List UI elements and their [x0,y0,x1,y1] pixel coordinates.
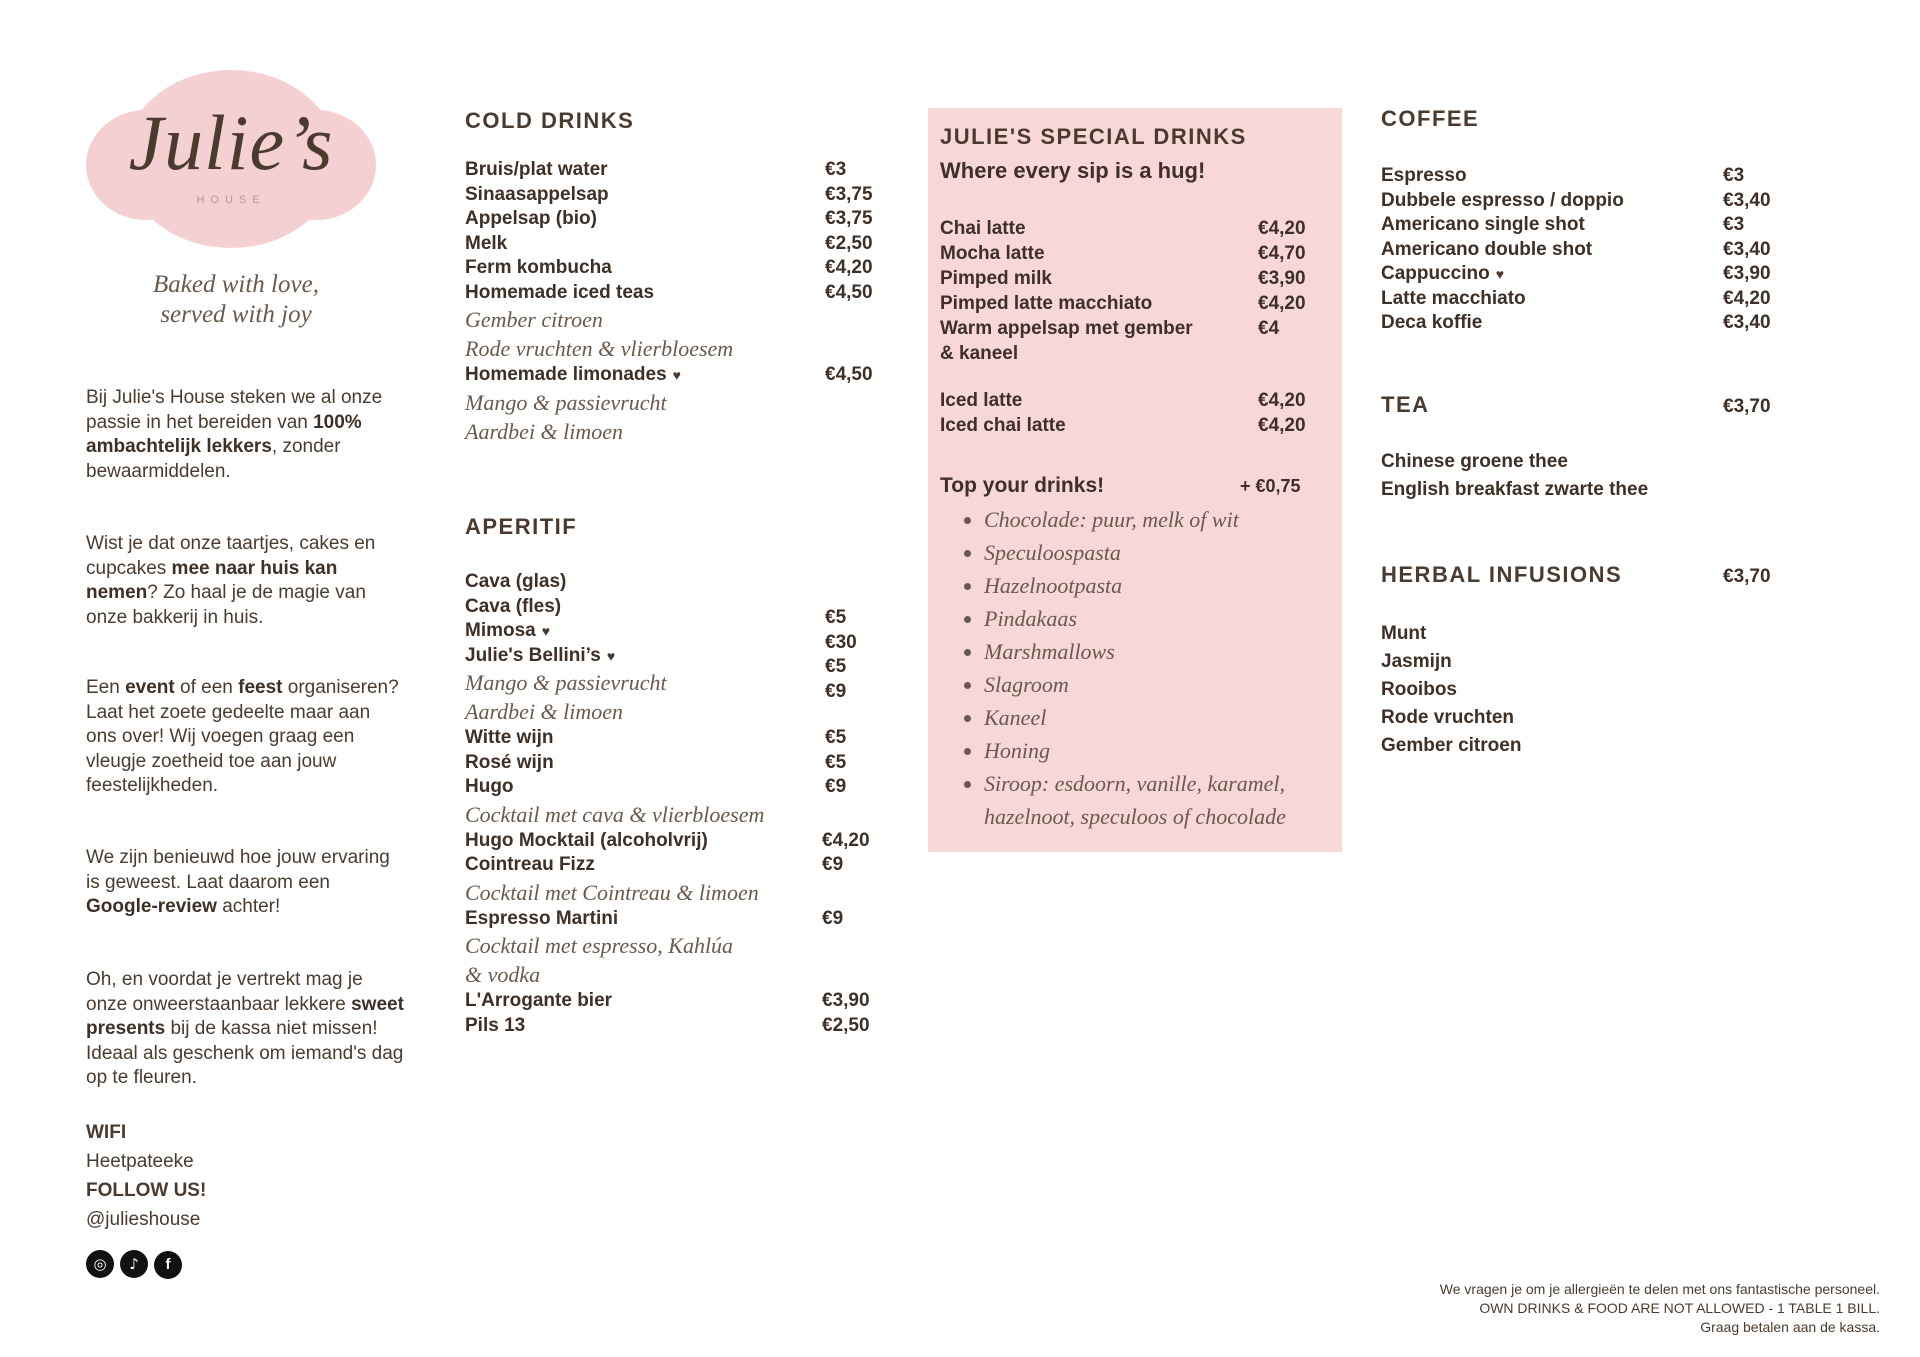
wifi-password: Heetpateeke [86,1151,194,1172]
topping-item: hazelnoot, speculoos of chocolade [984,804,1286,829]
cold-drinks-list [465,158,885,446]
logo-sub: HOUSE [196,194,266,206]
flavour-item: Aardbei & limoen [465,699,624,724]
list-item: Hugo Mocktail (alcoholvrij) €4,20 [465,829,870,851]
flavour-item: Mango & passievrucht [465,389,667,415]
list-item: Bruis/plat water €3 [465,159,847,180]
list-item: Sinaasappelsap €3,75 [465,183,873,205]
list-item: Appelsap (bio) €3,75 [465,208,873,229]
list-item: Dubbele espresso / doppio €3,40 [1381,189,1771,211]
heart-icon: ♥ [541,623,551,639]
list-item: Iced latte €4,20 [940,390,1306,411]
tiktok-icon[interactable]: ♪ [120,1250,148,1278]
list-item: Chinese groene thee [1381,451,1568,472]
special-drinks-title: JULIE'S SPECIAL DRINKS [940,124,1247,149]
coffee-title: COFFEE [1381,106,1480,131]
wifi-label: WIFI [86,1122,127,1143]
cocktail-description: Cocktail met espresso, Kahlúa [465,933,734,958]
topping-item: • Pindakaas [984,602,1364,635]
list-item: Americano single shot €3 [1381,214,1745,235]
heart-icon: ♥ [1495,266,1505,282]
social-handle: @julieshouse [86,1209,201,1230]
about-paragraph-2: Wist je dat onze taartjes, cakes en cupcakes mee naar huis kan nemen? Zo haal je de magie van onze bakkerij in huis. [86,533,376,628]
top-your-drinks: Top your drinks! + €0,75 [940,474,1301,497]
list-item: & kaneel [940,343,1019,364]
list-item: Jasmijn [1381,651,1452,672]
cold-drinks-title: COLD DRINKS [465,108,635,133]
flavour-item: Mango & passievrucht [465,670,667,695]
about-paragraph-3: Een event of een feest organiseren? Laat het zoete gedeelte maar aan ons over! Wij voegen graag een vleugje zoetheid toe aan jouw feestelijkheden. [86,677,399,796]
list-item: Chai latte €4,20 [940,218,1306,239]
list-item: L'Arrogante bier €3,90 [465,990,870,1011]
list-item: Rosé wijn €5 [465,751,847,773]
list-item: Gember citroen [1381,735,1522,756]
about-paragraph-5: Oh, en voordat je vertrekt mag je onze onweerstaanbaar lekkere sweet presents bij de kassa niet missen! Ideaal als geschenk om iemand's dag op te fleuren. [86,969,404,1088]
tagline: Baked with love, served with joy [153,271,319,328]
list-item: Mimosa ♥ [465,620,551,641]
topping-item: • Slagroom [984,668,1364,701]
special-drinks-subtitle: Where every sip is a hug! [940,158,1206,183]
list-item: Julie's Bellini’s ♥ [465,644,616,666]
list-item: Rode vruchten [1381,707,1515,728]
topping-item: • Marshmallows [984,635,1364,668]
toppings-list [940,503,1364,833]
flavour-item: Aardbei & limoen [465,418,624,444]
footer-note: We vragen je om je allergieën te delen met ons fantastische personeel. OWN DRINKS & FOOD ARE NOT ALLOWED - 1 TABLE 1 BILL. Graag betalen aan de kassa. [1439,1281,1880,1335]
list-item: Espresso Martini €9 [465,907,844,929]
list-item: Cava (glas) [465,571,567,592]
herbal-list [1381,620,1521,760]
list-item: Pils 13 €2,50 [465,1014,870,1036]
bubbles-prices: €5 €30 €5 €9 [825,607,857,702]
herbal-title: HERBAL INFUSIONS [1381,562,1623,587]
cocktail-description: Cocktail met cava & vlierbloesem [465,801,765,827]
list-item: Mocha latte €4,70 [940,243,1306,264]
flavour-item: Gember citroen [465,307,603,332]
topping-item: • Hazelnootpasta [984,569,1364,602]
coffee-list [1381,164,1781,336]
aperitif-section [465,514,885,1036]
list-item: Ferm kombucha €4,20 [465,257,873,278]
flavour-item: Rode vruchten & vlierbloesem [465,336,734,361]
topping-item: • Speculoospasta [984,536,1364,569]
julies-house-logo [86,70,376,248]
topping-item: • Chocolade: puur, melk of wit [984,503,1364,536]
about-paragraph-1: Bij Julie's House steken we al onze passie in het bereiden van 100% ambachtelijk lekkers, zonder bewaarmiddelen. [86,387,383,482]
topping-item: • Honing [984,734,1364,767]
follow-label: FOLLOW US! [86,1180,207,1201]
wifi-block [86,1118,206,1234]
list-item: Cappuccino ♥ €3,90 [1381,263,1771,284]
cocktail-description: & vodka [465,962,541,987]
iced-drinks-list [940,388,1310,438]
social-icons [86,1250,188,1279]
topping-item: • Siroop: esdoorn, vanille, karamel, [984,767,1364,800]
list-item: Rooibos [1381,679,1457,700]
aperitif-title: APERITIF [465,514,578,539]
heart-icon: ♥ [606,647,616,664]
list-item: Hugo €9 [465,776,847,797]
facebook-icon[interactable]: f [154,1251,182,1279]
list-item: Warm appelsap met gember €4 [940,318,1280,339]
heart-icon: ♥ [672,367,681,383]
tea-list [1381,448,1648,504]
tea-price: €3,70 [1723,396,1771,417]
topping-item: • Kaneel [984,701,1364,734]
list-item: Espresso €3 [1381,165,1745,186]
list-item: Munt [1381,623,1427,644]
tea-title: TEA [1381,392,1430,417]
list-item: Homemade limonades ♥ €4,50 [465,364,873,385]
logo-script: Julie’s [128,99,334,186]
list-item: Homemade iced teas €4,50 [465,281,873,303]
special-drinks-list [940,216,1310,366]
list-item: Deca koffie €3,40 [1381,312,1771,333]
herbal-price: €3,70 [1723,566,1771,587]
list-item: Latte macchiato €4,20 [1381,287,1771,309]
list-item: Americano double shot €3,40 [1381,238,1771,260]
special-drinks-box [928,108,1342,852]
list-item: Pimped milk €3,90 [940,268,1306,289]
aperitif-list [465,570,885,1038]
cocktail-description: Cocktail met Cointreau & limoen [465,879,759,905]
list-item: Pimped latte macchiato €4,20 [940,293,1306,314]
list-item: Witte wijn €5 [465,727,847,748]
list-item: Cointreau Fizz €9 [465,854,844,875]
list-item: Melk €2,50 [465,232,873,254]
instagram-icon[interactable]: ◎ [86,1250,114,1278]
list-item: Iced chai latte €4,20 [940,415,1306,436]
list-item: Cava (fles) [465,595,562,617]
cold-drinks-section [465,108,885,444]
about-paragraph-4: We zijn benieuwd hoe jouw ervaring is geweest. Laat daarom een Google-review achter! [86,847,390,917]
list-item: English breakfast zwarte thee [1381,479,1649,500]
